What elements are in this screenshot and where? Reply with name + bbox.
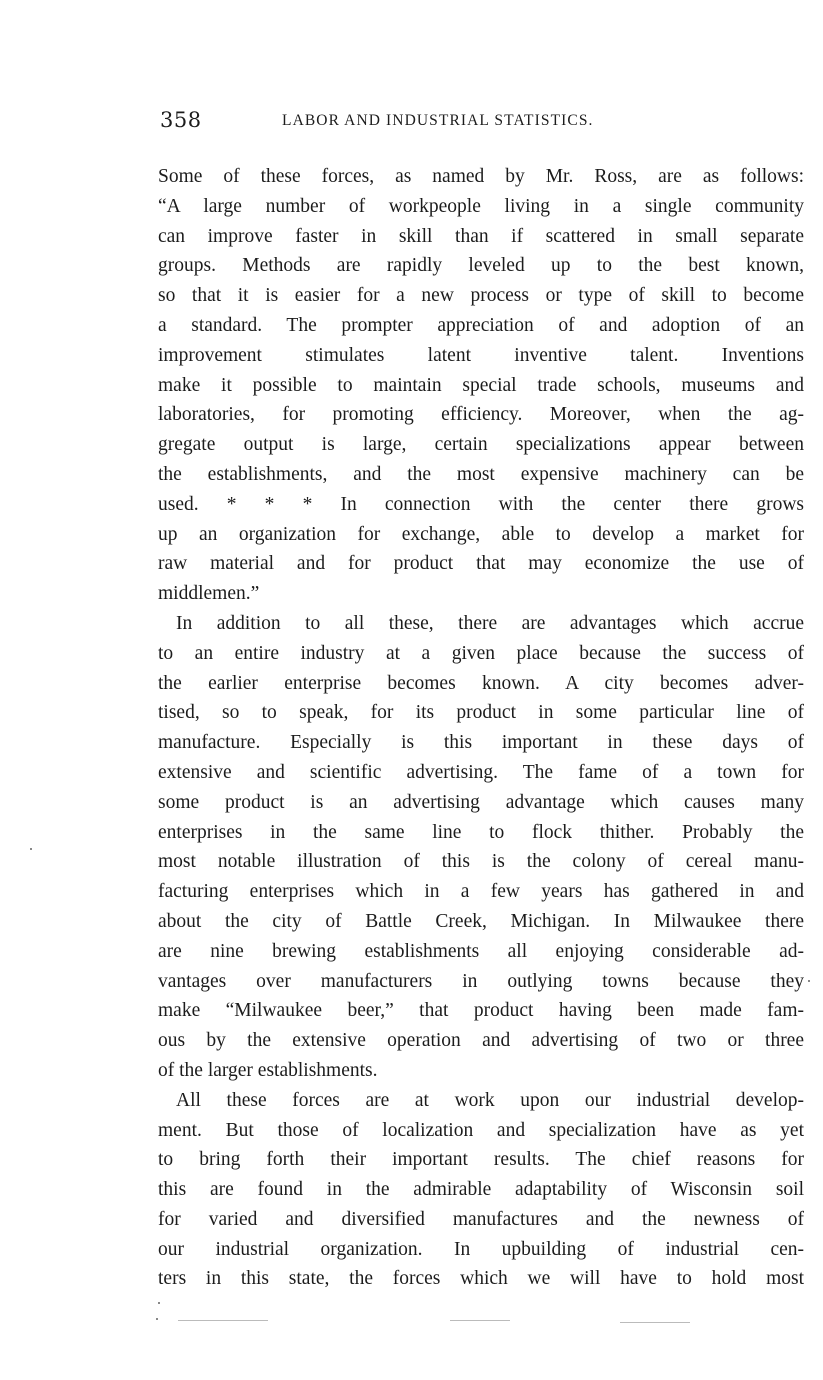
scan-speck [808,980,810,982]
text-line: ous by the extensive operation and advertising of two or three [158,1030,804,1052]
text-line: manufacture. Especially is this important in these days of [158,732,804,754]
scan-streak [620,1322,690,1323]
text-line: tised, so to speak, for its product in some particular line of [158,702,804,724]
text-line: about the city of Battle Creek, Michigan. In Milwaukee there [158,910,804,932]
text-line: our industrial organization. In upbuilding of industrial cen- [158,1238,804,1260]
text-line: All these forces are at work upon our industrial develop- [176,1089,804,1111]
text-line: to bring forth their important results. The chief reasons for [158,1149,804,1171]
text-line: of the larger establishments. [158,1059,378,1081]
text-line: extensive and scientific advertising. The fame of a town for [158,761,804,783]
scan-artifacts [150,1300,710,1330]
scan-speck [158,1302,160,1304]
text-line: used. * * * In connection with the center there grows [158,493,804,515]
scan-streak [178,1320,268,1321]
text-line: up an organization for exchange, able to develop a market for [158,523,804,545]
text-line: most notable illustration of this is the colony of cereal manu- [158,851,804,873]
page-header [160,108,806,138]
text-line: the establishments, and the most expensive machinery can be [158,463,804,485]
paragraph [158,162,804,609]
scan-speck [156,1318,158,1320]
text-line: ment. But those of localization and specialization have as yet [158,1119,804,1141]
paragraph [158,1086,804,1295]
scan-speck [30,848,32,850]
text-line: the earlier enterprise becomes known. A city becomes adver- [158,672,804,694]
text-line: vantages over manufacturers in outlying towns because they [158,970,804,992]
text-line: this are found in the admirable adaptability of Wisconsin soil [158,1179,804,1201]
scan-streak [450,1320,510,1321]
text-line: In addition to all these, there are advantages which accrue [176,612,804,634]
text-line: for varied and diversified manufactures and the newness of [158,1208,804,1230]
text-line: “A large number of workpeople living in a single community [158,195,804,217]
text-line: raw material and for product that may economize the use of [158,553,804,575]
text-line: can improve faster in skill than if scattered in small separate [158,225,804,247]
text-line: facturing enterprises which in a few years has gathered in and [158,881,804,903]
text-line: enterprises in the same line to flock thither. Probably the [158,821,804,843]
text-line: Some of these forces, as named by Mr. Ross, are as follows: [158,166,804,187]
text-line: a standard. The prompter appreciation of and adoption of an [158,314,804,336]
text-line: make it possible to maintain special trade schools, museums and [158,374,804,396]
paragraph [158,609,804,1086]
text-line: to an entire industry at a given place because the success of [158,642,804,664]
running-head: LABOR AND INDUSTRIAL STATISTICS. [282,112,594,129]
body-text [158,162,804,1294]
text-line: ters in this state, the forces which we will have to hold most [158,1268,804,1290]
text-line: middlemen.” [158,583,260,605]
text-line: are nine brewing establishments all enjoying considerable ad- [158,940,804,962]
page-number: 358 [160,108,202,132]
text-line: groups. Methods are rapidly leveled up to the best known, [158,255,804,277]
text-line: make “Milwaukee beer,” that product having been made fam- [158,1000,804,1022]
text-line: improvement stimulates latent inventive talent. Inventions [158,344,804,366]
text-line: gregate output is large, certain specializations appear between [158,434,804,456]
text-line: so that it is easier for a new process or type of skill to become [158,285,804,307]
text-line: laboratories, for promoting efficiency. Moreover, when the ag- [158,404,804,426]
text-line: some product is an advertising advantage which causes many [158,791,804,813]
